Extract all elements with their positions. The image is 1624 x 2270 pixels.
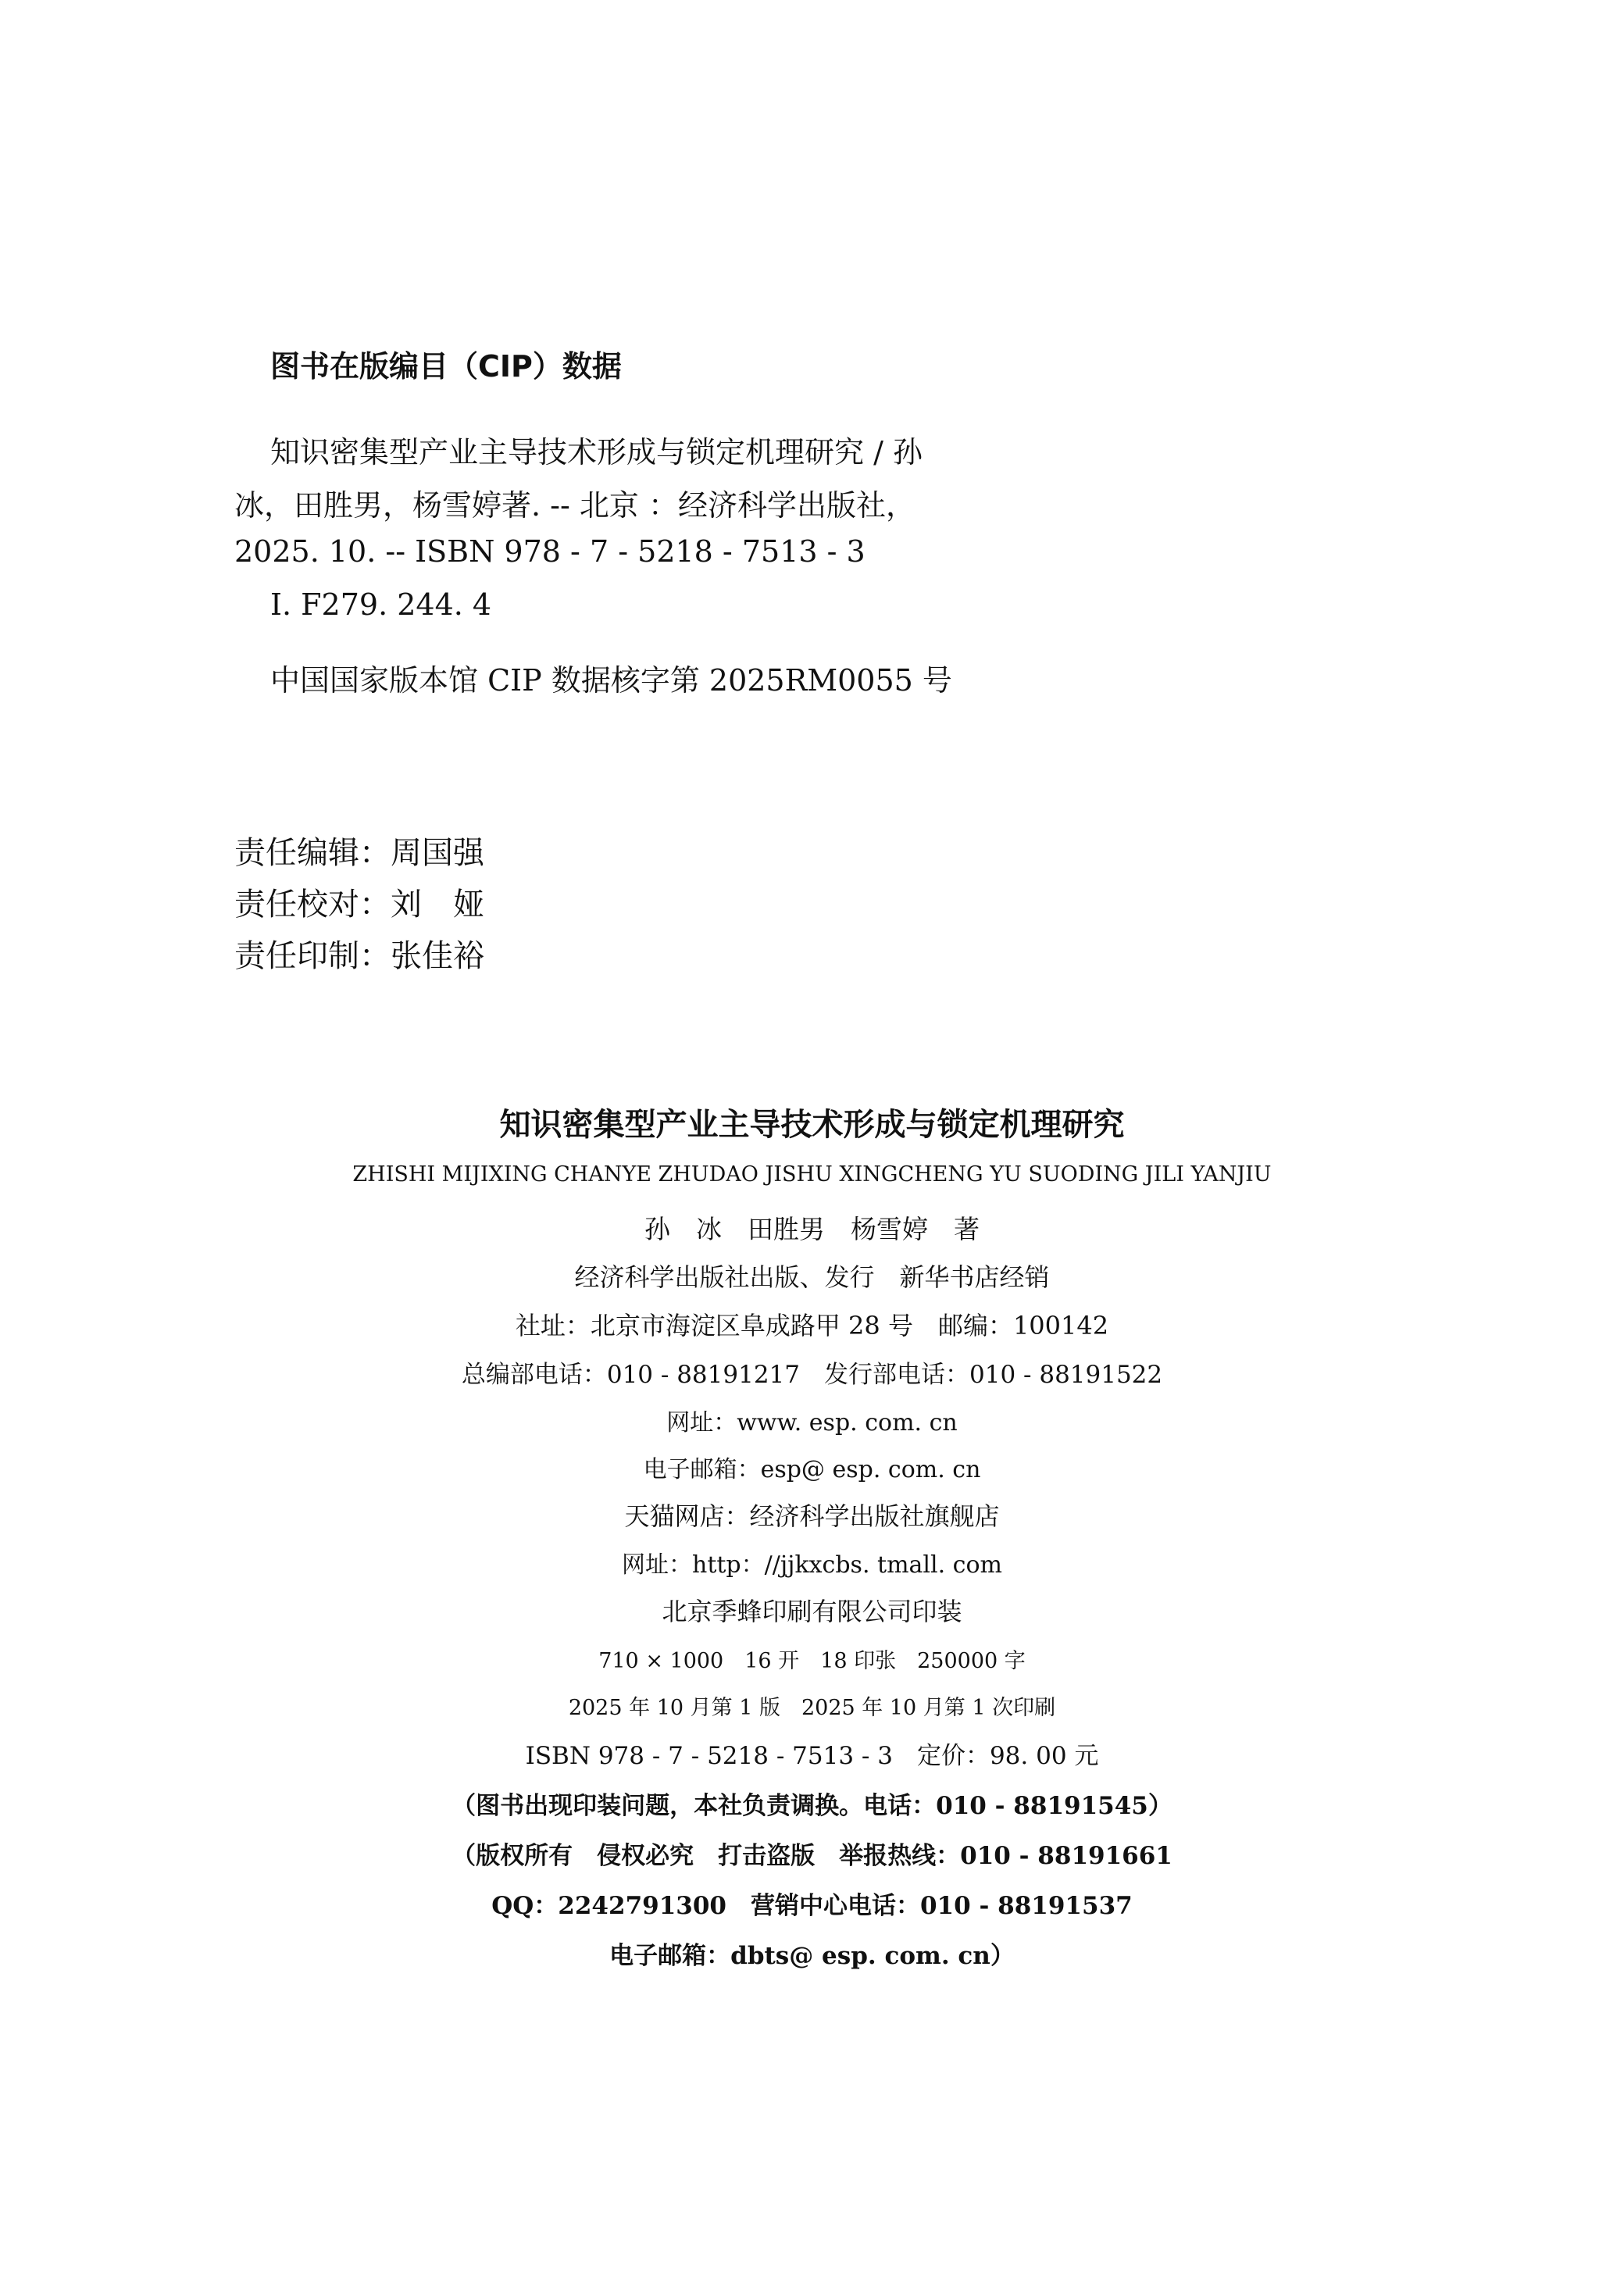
notice-line-2: （版权所有 侵权必究 打击盗版 举报热线：010 - 88191661 [452,1842,1172,1870]
cip-line-4: Ⅰ. F279. 244. 4 [270,587,492,622]
book-specs: 710 × 1000 16 开 18 印张 250000 字 [598,1649,1026,1673]
cip-line-5: 中国国家版本馆 CIP 数据核字第 2025RM0055 号 [270,663,952,698]
cip-line-3: 2025. 10. -- ISBN 978 - 7 - 5218 - 7513 - 3 [234,534,866,569]
website: 网址：www. esp. com. cn [666,1409,958,1437]
address: 社址：北京市海淀区阜成路甲 28 号 邮编：100142 [515,1311,1109,1340]
cip-line-1: 知识密集型产业主导技术形成与锁定机理研究 / 孙 [270,435,923,469]
notice-line-1: （图书出现印装问题，本社负责调换。电话：010 - 88191545） [452,1792,1172,1820]
phones: 总编部电话：010 - 88191217 发行部电话：010 - 88191522 [461,1361,1163,1389]
book-title: 知识密集型产业主导技术形成与锁定机理研究 [499,1107,1125,1143]
book-title-pinyin: ZHISHI MIJIXING CHANYE ZHUDAO JISHU XINGCHENG YU SUODING JILI YANJIU [352,1162,1272,1187]
printer: 北京季蜂印刷有限公司印装 [662,1597,962,1626]
publisher: 经济科学出版社出版、发行 新华书店经销 [574,1262,1050,1292]
tmall-url: 网址：http：//jjkxcbs. tmall. com [622,1551,1002,1579]
isbn-price: ISBN 978 - 7 - 5218 - 7513 - 3 定价：98. 00 元 [525,1742,1099,1770]
cip-line-2: 冰，田胜男，杨雪婷著. -- 北京 ：经济科学出版社， [234,488,916,523]
proofreader-credit: 责任校对：刘 娅 [234,887,484,923]
edition-info: 2025 年 10 月第 1 版 2025 年 10 月第 1 次印刷 [568,1696,1056,1720]
notice-line-4: 电子邮箱：dbts@ esp. com. cn） [609,1942,1015,1970]
email: 电子邮箱：esp@ esp. com. cn [643,1456,981,1483]
tmall-store: 天猫网店：经济科学出版社旗舰店 [624,1501,1000,1531]
notice-line-3: QQ：2242791300 营销中心电话：010 - 88191537 [491,1892,1133,1920]
cip-title: 图书在版编目（CIP）数据 [270,349,622,384]
printing-credit: 责任印制：张佳裕 [234,938,484,974]
authors: 孙 冰 田胜男 杨雪婷 著 [644,1214,980,1244]
editor-credit: 责任编辑：周国强 [234,835,484,871]
